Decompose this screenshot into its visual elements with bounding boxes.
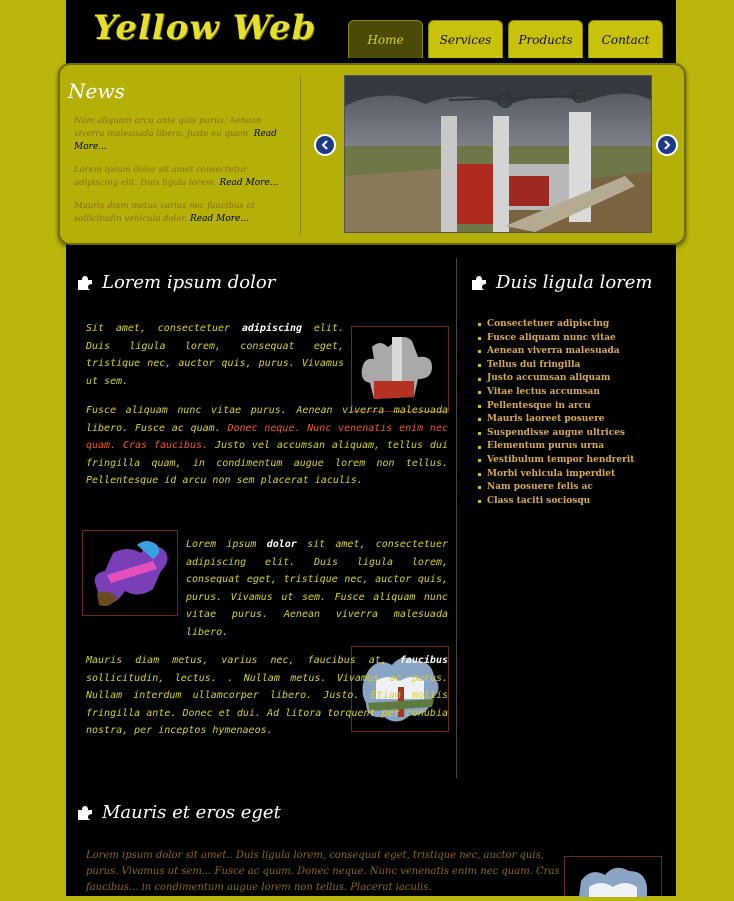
puzzle-icon	[470, 274, 488, 292]
news-item-text: Mauris diam metus varius nec faucibus at sollicitudin vehicula dolor.	[74, 201, 255, 224]
next-slide-button[interactable]	[656, 134, 678, 156]
section-title-text: Lorem ipsum dolor	[102, 272, 276, 293]
list-item[interactable]: Suspendisse augue ultrices	[478, 427, 634, 441]
bullet-icon	[478, 486, 481, 489]
bullet-icon	[478, 418, 481, 421]
paragraph: Fusce aliquam nunc vitae purus. Aenean viverra malesuada libero. Fusce ac quam. Donec neque. Nunc venenatis enim nec quam. Cras faucibus. Justo vel accumsan aliquam, tellus dui fringilla quam, in condimentum augue lorem non tellus. Pellentesque id arcu non sem placerat iaculis.	[86, 405, 448, 486]
nav-services[interactable]: Services	[428, 20, 503, 58]
list-item[interactable]: Morbi vehicula imperdiet	[478, 468, 634, 482]
list-item[interactable]: Vitae lectus accumsan	[478, 386, 634, 400]
column-divider	[456, 258, 457, 778]
section-title-text: Mauris et eros eget	[102, 802, 281, 823]
main-nav	[348, 20, 663, 58]
news-item-text: Lorem ipsum dolor sit amet consectetur adipiscing elit. Duis ligula lorem.	[74, 165, 247, 188]
paragraph: Mauris diam metus, varius nec, faucibus at, faucibus sollicitudin, lectus. . Nullam metus. Vivamus ac purus. Nullam interdum ullamcorper libero. Justo. Etiam mollis fringilla ante. Donec et dui. Ad litora torquent per conubia nostra, per inceptos hymenaeos.	[86, 655, 448, 736]
bullet-icon	[478, 405, 481, 408]
bullet-icon	[478, 500, 481, 503]
section-heading	[470, 272, 653, 293]
bullet-icon	[478, 337, 481, 340]
bullet-icon	[478, 473, 481, 476]
paragraph: Sit amet, consectetuer adipiscing elit. Duis ligula lorem, consequat eget, tristique nec, auctor quis, purus. Vivamus ut sem.	[86, 323, 344, 387]
section-heading	[76, 802, 281, 823]
bullet-icon	[478, 446, 481, 449]
section-heading	[76, 272, 275, 293]
nav-products[interactable]: Products	[508, 20, 583, 58]
list-item[interactable]: Justo accumsan aliquam	[478, 372, 634, 386]
paragraph: Lorem ipsum dolor sit amet, consectetuer adipiscing elit. Duis ligula lorem, consequat eget, tristique nec, auctor quis, purus. Vivamus ut sem. Fusce aliquam nunc vitae purus. Aenean viverra malesuada libero.	[186, 539, 448, 638]
thumbnail-puzzle-bottom[interactable]	[564, 856, 662, 896]
thumbnail-image	[565, 857, 661, 897]
list-item[interactable]: Pellentesque in arcu	[478, 400, 634, 414]
link-list	[478, 318, 634, 508]
bullet-icon	[478, 391, 481, 394]
site-logo[interactable]: Yellow Web	[93, 8, 317, 48]
news-slider	[58, 63, 686, 245]
list-item[interactable]: Vestibulum tempor hendrerit	[478, 454, 634, 468]
thumbnail-puzzle-color[interactable]	[82, 530, 178, 616]
dam-photo	[345, 76, 651, 232]
nav-home[interactable]: Home	[348, 20, 423, 58]
news-item	[74, 164, 292, 190]
bullet-icon	[478, 350, 481, 353]
bullet-icon	[478, 459, 481, 462]
list-item[interactable]: Tellus dui fringilla	[478, 359, 634, 373]
bullet-icon	[478, 432, 481, 435]
nav-contact[interactable]: Contact	[588, 20, 663, 58]
read-more-link[interactable]: Read More...	[74, 129, 277, 152]
list-item[interactable]: Fusce aliquam nunc vitae	[478, 332, 634, 346]
bullet-icon	[478, 364, 481, 367]
list-item[interactable]: Mauris laoreet posuere	[478, 413, 634, 427]
news-list	[74, 115, 292, 236]
read-more-link[interactable]: Read More...	[219, 178, 279, 188]
arrow-left-icon	[320, 140, 330, 150]
news-item-text: Nam aliquam arcu ante quis purus. Aenean viverra malesuada libero. Justo eu quam.	[74, 116, 262, 139]
bullet-icon	[478, 323, 481, 326]
slide-image[interactable]	[344, 75, 652, 233]
news-title: News	[68, 79, 125, 103]
slider-divider	[300, 75, 301, 235]
thumbnail-image	[83, 531, 177, 615]
list-item[interactable]: Class taciti sociosqu	[478, 495, 634, 509]
paragraph: Lorem ipsum dolor sit amet.. Duis ligula lorem, consequat eget, tristique nec, auctor quis, purus. Vivamus ut sem... Fusce ac quam. Donec neque. Nunc venenatis enim nec quam. Cras faucibus... in condimentum augue lorem non tellus. Placerat iaculis.	[86, 850, 560, 893]
thumbnail-image	[352, 327, 448, 411]
arrow-right-icon	[662, 140, 672, 150]
list-item[interactable]: Nam posuere felis ac	[478, 481, 634, 495]
list-item[interactable]: Consectetuer adipiscing	[478, 318, 634, 332]
section-title-text: Duis ligula lorem	[496, 272, 653, 293]
list-item[interactable]: Aenean viverra malesuada	[478, 345, 634, 359]
list-item[interactable]: Elementum purus urna	[478, 440, 634, 454]
puzzle-icon	[76, 274, 94, 292]
news-item	[74, 115, 292, 154]
prev-slide-button[interactable]	[314, 134, 336, 156]
puzzle-icon	[76, 804, 94, 822]
news-item	[74, 200, 292, 226]
bullet-icon	[478, 378, 481, 381]
thumbnail-puzzle-dam[interactable]	[351, 326, 449, 412]
read-more-link[interactable]: Read More...	[190, 214, 249, 224]
